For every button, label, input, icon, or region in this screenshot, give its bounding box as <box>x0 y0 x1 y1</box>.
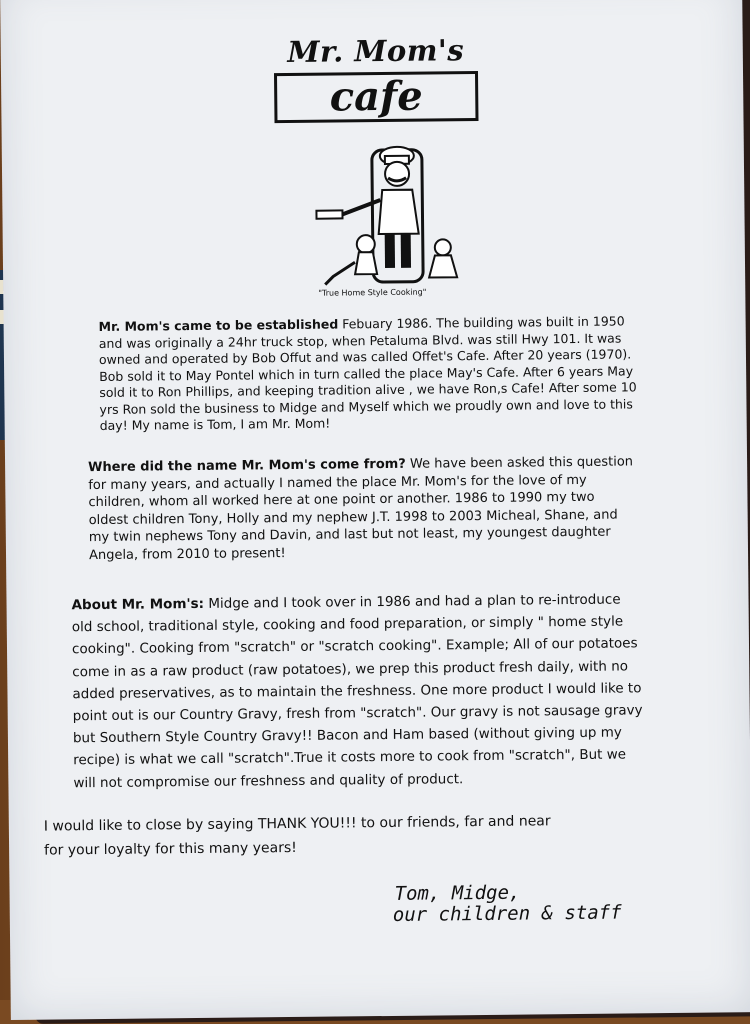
signature <box>394 882 621 926</box>
chef-illustration <box>302 143 464 305</box>
name-origin-paragraph <box>88 453 634 564</box>
logo-cafe-text: cafe <box>329 72 423 121</box>
about-body: Midge and I took over in 1986 and had a plan to re-introduce old school, traditional style, cooking and food preparation, or simply " home style cooking". Cooking from "scratch" or "scratch cooking". Example; All of our potatoes come in as a raw product (raw potatoes), we prep this product fresh daily, with no added preservatives, as to maintain the freshness. One more product I would like to point out is our Country Gravy, fresh from "scratch". Our gravy is not sausage gravy but Southern Style Country Gravy!! Bacon and Ham based (without giving up my recipe) is what we call "scratch".True it costs more to cook from "scratch", But we will not compromise our freshness and quality of product. <box>71 591 643 791</box>
logo-title: Mr. Mom's <box>287 33 465 69</box>
signature-line-1: Tom, Midge, <box>394 881 521 905</box>
menu-content <box>43 13 695 926</box>
established-paragraph <box>99 313 640 434</box>
established-body: Febuary 1986. The building was built in 1950 and was originally a 24hr truck stop, when Petaluma Blvd. was still Hwy 101. It was owned and operated by Bob Offut and was called Offet's Cafe. After 20 years (1970). Bob sold it to May Pontel which in turn called the place May's Cafe. After 6 years May sold it to Ron Phillips, and keeping tradition alive , we have Ron,s Cafe! After some 10 yrs Ron sold the business to Midge and Myself which we proudly own and love to this day! My name is Tom, I am Mr. Mom! <box>98 313 637 433</box>
name-origin-body: We have been asked this question for many years, and actually I named the place Mr. Mom's for the love of my children, whom all worked here at one point or another. 1986 to 1990 my two oldest children Tony, Holly and my nephew J.T. 1998 to 2003 Micheal, Shane, and my twin nephews Tony and Davin, and last but not least, my youngest daughter Angela, from 2010 to present! <box>88 454 634 563</box>
cafe-logo <box>271 33 482 123</box>
established-heading: Mr. Mom's came to be established <box>98 316 339 334</box>
closing-paragraph: I would like to close by saying THANK YOU!!! to our friends, far and near for your loyalty for this many years! <box>43 813 551 859</box>
about-heading: About Mr. Mom's: <box>71 595 205 614</box>
tagline: "True Home Style Cooking" <box>318 287 427 298</box>
signature-line-2: our children & staff <box>392 901 622 926</box>
logo-box <box>274 71 479 123</box>
about-paragraph <box>71 588 643 794</box>
name-origin-heading: Where did the name Mr. Mom's come from? <box>88 456 406 476</box>
